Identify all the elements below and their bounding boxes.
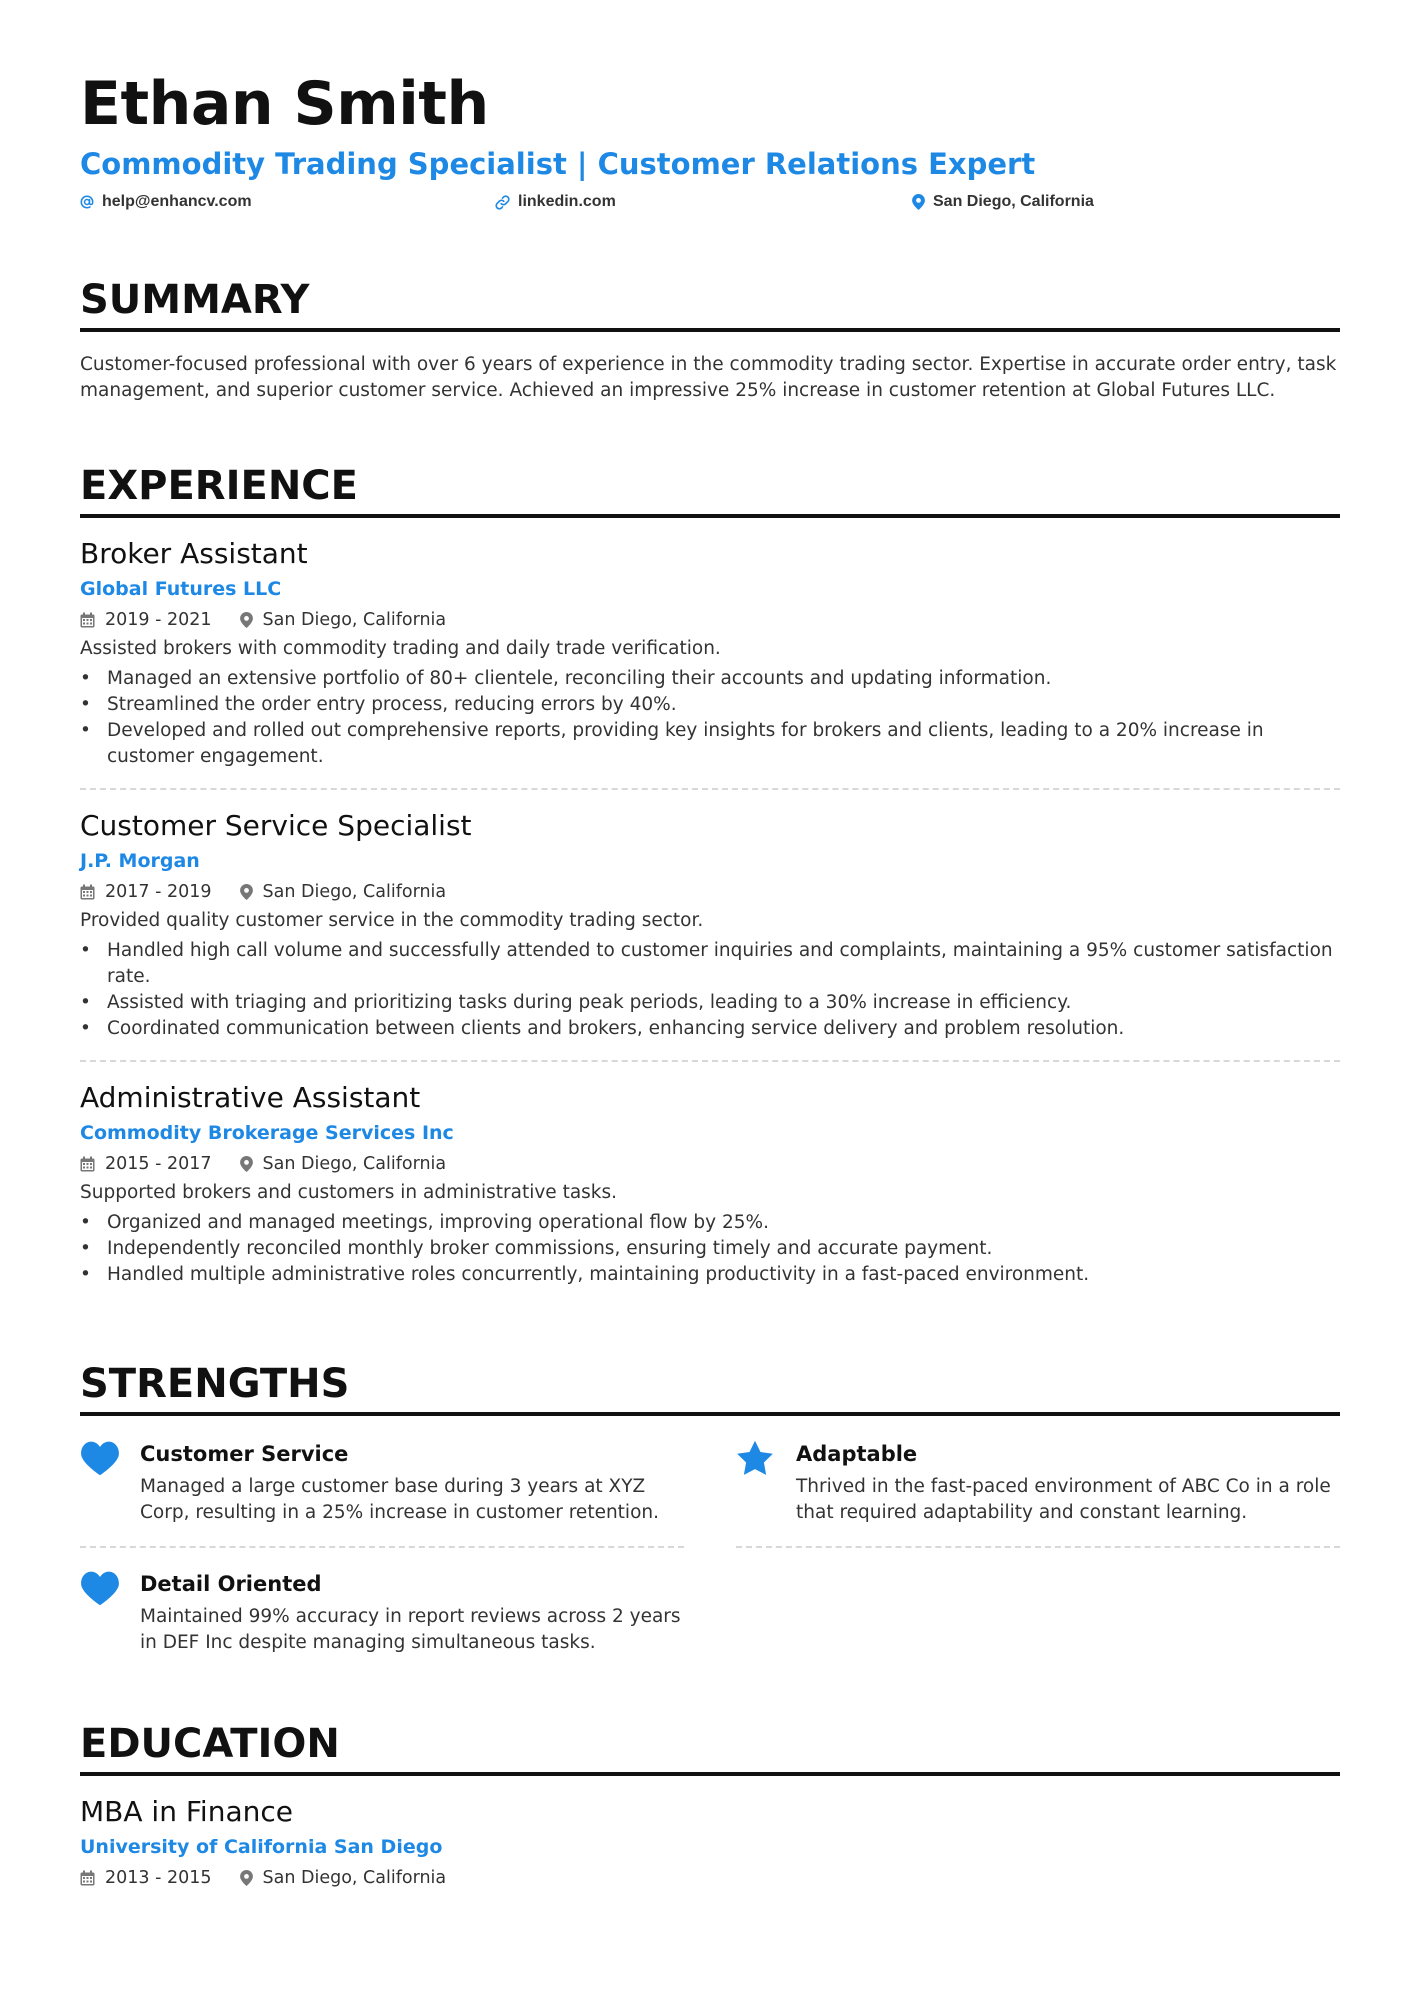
- contact-email[interactable]: [80, 190, 252, 214]
- education-location: [240, 1864, 447, 1892]
- strengths-heading: STRENGTHS: [80, 1360, 1340, 1416]
- contact-linkedin[interactable]: [495, 190, 616, 214]
- bullet-item: • Coordinated communication between clients and brokers, enhancing service delivery and problem resolution.: [80, 1016, 1340, 1042]
- strength-title: Customer Service: [140, 1442, 349, 1466]
- job-dates: [80, 1150, 212, 1178]
- strength-body: [140, 1438, 684, 1526]
- map-pin-icon: [240, 612, 253, 628]
- job-meta: [80, 606, 1340, 634]
- bullet-item: • Independently reconciled monthly broker commissions, ensuring timely and accurate payment.: [80, 1236, 1340, 1262]
- strength-item: [80, 1432, 684, 1548]
- bullet-item: • Organized and managed meetings, improving operational flow by 25%.: [80, 1210, 1340, 1236]
- strength-description: Maintained 99% accuracy in report reviews across 2 years in DEF Inc despite managing simultaneous tasks.: [140, 1606, 681, 1653]
- company-name: Commodity Brokerage Services Inc: [80, 1122, 454, 1144]
- job-dates: [80, 606, 212, 634]
- map-pin-icon: [240, 884, 253, 900]
- job-title: Broker Assistant: [80, 537, 308, 570]
- school-name: University of California San Diego: [80, 1836, 443, 1858]
- job-title: Customer Service Specialist: [80, 809, 472, 842]
- contact-location: [912, 190, 1094, 214]
- education-section: [80, 1720, 1340, 1892]
- education-location-text: San Diego, California: [262, 1868, 447, 1888]
- map-pin-icon: [240, 1156, 253, 1172]
- strength-item: [80, 1562, 684, 1676]
- job-dates-text: 2015 - 2017: [105, 1154, 212, 1174]
- summary-section: [80, 276, 1340, 404]
- heart-icon: [80, 1438, 140, 1526]
- star-icon: [736, 1438, 796, 1526]
- map-pin-icon: [240, 1870, 253, 1886]
- education-meta: [80, 1864, 1340, 1892]
- summary-text: Customer-focused professional with over 6 years of experience in the commodity trading sector. Expertise in accurate order entry, task management, and superior customer service. Achieved an impressive 25% increase in customer retention at Global Futures LLC.: [80, 354, 1337, 401]
- calendar-icon: [80, 1870, 95, 1886]
- job-description: Provided quality customer service in the commodity trading sector.: [80, 910, 704, 931]
- job-location-text: San Diego, California: [262, 882, 447, 902]
- map-pin-icon: [912, 194, 925, 210]
- experience-entry: [80, 790, 1340, 1062]
- strength-body: [140, 1568, 684, 1656]
- strength-item: [736, 1432, 1340, 1548]
- link-icon: [495, 195, 510, 210]
- summary-heading: SUMMARY: [80, 276, 1340, 332]
- strength-description: Managed a large customer base during 3 years at XYZ Corp, resulting in a 25% increase in customer retention.: [140, 1476, 659, 1523]
- job-bullets: [80, 666, 1340, 770]
- experience-section: [80, 462, 1340, 1306]
- bullet-item: • Managed an extensive portfolio of 80+ clientele, reconciling their accounts and updating information.: [80, 666, 1340, 692]
- candidate-headline: Commodity Trading Specialist | Customer Relations Expert: [80, 147, 1036, 181]
- bullet-item: • Developed and rolled out comprehensive reports, providing key insights for brokers and clients, leading to a 20% increase in customer engagement.: [80, 718, 1340, 770]
- job-description: Assisted brokers with commodity trading and daily trade verification.: [80, 638, 721, 659]
- at-sign-icon: [80, 195, 94, 209]
- calendar-icon: [80, 884, 95, 900]
- degree-title: MBA in Finance: [80, 1795, 293, 1828]
- strength-body: [796, 1438, 1340, 1526]
- contact-email-text: help@enhancv.com: [102, 193, 252, 210]
- job-location: [240, 1150, 447, 1178]
- company-name: Global Futures LLC: [80, 578, 282, 600]
- job-location: [240, 878, 447, 906]
- strengths-section: [80, 1360, 1340, 1690]
- job-dates-text: 2017 - 2019: [105, 882, 212, 902]
- bullet-item: • Handled multiple administrative roles concurrently, maintaining productivity in a fast-paced environment.: [80, 1262, 1340, 1288]
- bullet-item: • Assisted with triaging and prioritizing tasks during peak periods, leading to a 30% increase in efficiency.: [80, 990, 1340, 1016]
- education-heading: EDUCATION: [80, 1720, 1340, 1776]
- calendar-icon: [80, 1156, 95, 1172]
- company-name: J.P. Morgan: [80, 850, 200, 872]
- contact-row: [80, 190, 1340, 220]
- strengths-grid: [80, 1432, 1340, 1690]
- job-meta: [80, 1150, 1340, 1178]
- job-location-text: San Diego, California: [262, 610, 447, 630]
- calendar-icon: [80, 612, 95, 628]
- job-meta: [80, 878, 1340, 906]
- job-bullets: [80, 938, 1340, 1042]
- bullet-item: • Streamlined the order entry process, reducing errors by 40%.: [80, 692, 1340, 718]
- strength-title: Detail Oriented: [140, 1572, 322, 1596]
- contact-linkedin-text: linkedin.com: [518, 193, 616, 210]
- candidate-name: Ethan Smith: [80, 69, 489, 139]
- job-bullets: [80, 1210, 1340, 1288]
- bullet-item: • Handled high call volume and successfully attended to customer inquiries and complaints, maintaining a 95% customer satisfaction rate.: [80, 938, 1340, 990]
- strength-title: Adaptable: [796, 1442, 918, 1466]
- job-dates-text: 2019 - 2021: [105, 610, 212, 630]
- contact-location-text: San Diego, California: [933, 193, 1094, 210]
- heart-icon: [80, 1568, 140, 1656]
- job-description: Supported brokers and customers in administrative tasks.: [80, 1182, 618, 1203]
- education-dates-text: 2013 - 2015: [105, 1868, 212, 1888]
- resume-page: [80, 68, 1340, 1892]
- education-dates: [80, 1864, 212, 1892]
- education-entry: [80, 1776, 1340, 1892]
- resume-header: [80, 68, 1340, 220]
- job-title: Administrative Assistant: [80, 1081, 421, 1114]
- job-location: [240, 606, 447, 634]
- job-location-text: San Diego, California: [262, 1154, 447, 1174]
- strength-description: Thrived in the fast-paced environment of ABC Co in a role that required adaptability and constant learning.: [796, 1476, 1331, 1523]
- job-dates: [80, 878, 212, 906]
- experience-heading: EXPERIENCE: [80, 462, 1340, 518]
- experience-entry: [80, 1062, 1340, 1306]
- experience-entry: [80, 518, 1340, 790]
